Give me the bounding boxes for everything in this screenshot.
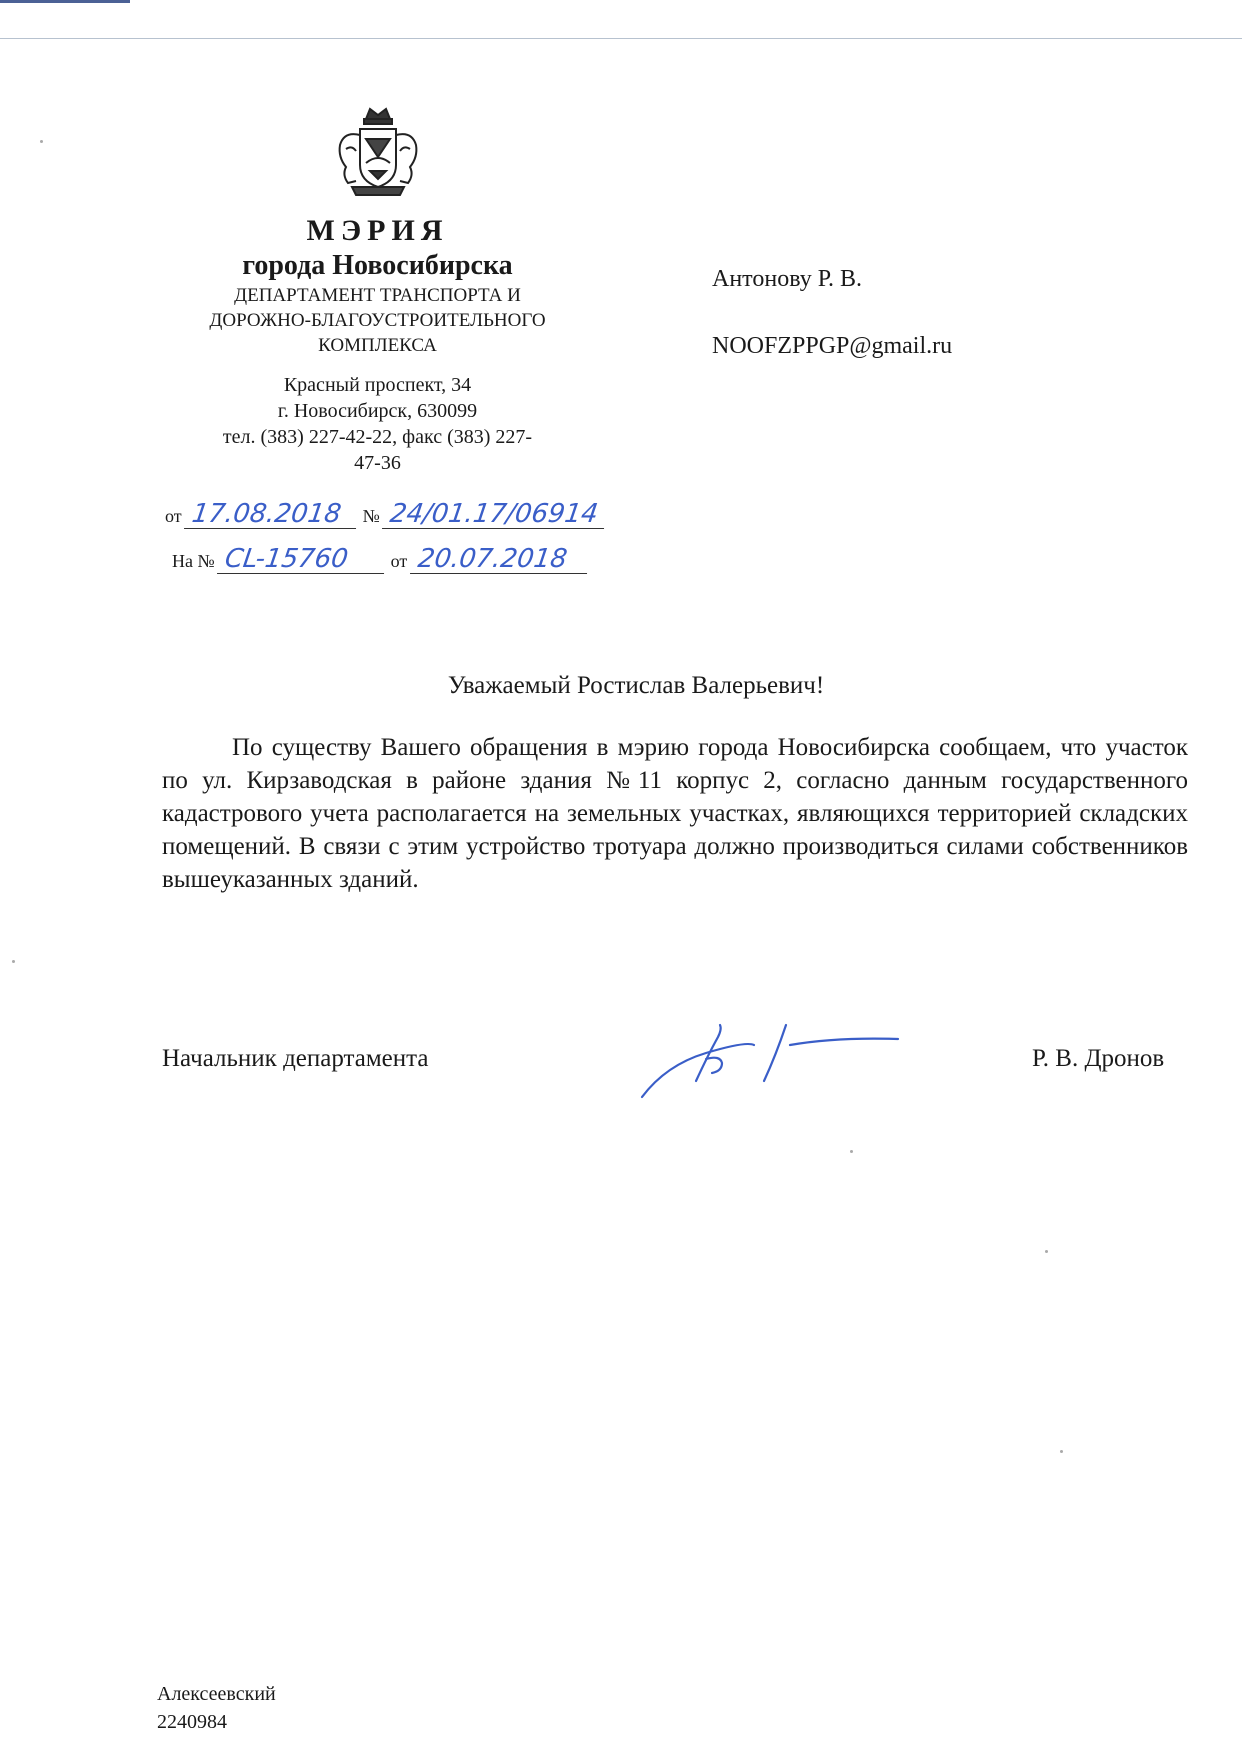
scan-speck [12,960,15,963]
ref-number: CL-15760 [217,545,388,574]
scan-speck [1045,1250,1048,1253]
ref-date-label: от [390,551,408,571]
address-line-4: 47-36 [354,452,401,474]
outgoing-registration [165,500,606,529]
signatory-name: Р. В. Дронов [1032,1045,1165,1072]
handwritten-signature [636,1015,906,1105]
address-line-2: г. Новосибирск, 630099 [277,400,478,422]
ref-date: 20.07.2018 [410,545,591,574]
number-label: № [362,506,380,526]
executor-info [157,1680,276,1736]
org-city: города Новосибирска [242,250,513,281]
ref-label: На № [172,551,215,571]
coat-of-arms-icon [326,105,430,205]
incoming-reference [172,545,589,574]
address-line-3: тел. (383) 227-42-22, факс (383) 227- [222,426,533,448]
date-label: от [165,506,182,526]
department-line-2: ДОРОЖНО-БЛАГОУСТРОИТЕЛЬНОГО [209,310,546,331]
org-address [150,372,605,476]
org-title: МЭРИЯ [306,214,449,247]
address-line-1: Красный проспект, 34 [283,374,472,396]
scan-speck [1060,1450,1063,1453]
letter-body: По существу Вашего обращения в мэрию города Новосибирска сообщаем, что участок по ул. Кирзаводская в районе здания №11 корпус 2, согласно данным государственного кадастрового учета располагается на земельных участках, являющихся территорией складских помещений. В связи с этим устройство тротуара должно производиться силами собственников вышеуказанных зданий. [162,734,1188,893]
outgoing-date: 17.08.2018 [184,500,360,529]
salutation: Уважаемый Ростислав Валерьевич! [447,672,825,699]
department-line-3: КОМПЛЕКСА [318,335,437,356]
letterhead [150,105,605,476]
executor-phone: 2240984 [157,1711,227,1733]
recipient-name: Антонову Р. В. [712,266,863,292]
scan-speck [40,140,43,143]
recipient-email: NOOFZPPGP@gmail.ru [712,333,953,359]
scan-edge-mark [0,0,130,3]
outgoing-number: 24/01.17/06914 [382,500,608,529]
executor-name: Алексеевский [157,1683,276,1705]
scan-speck [850,1150,853,1153]
scan-top-line [0,38,1242,39]
signatory-title: Начальник департамента [162,1045,429,1072]
department-line-1: ДЕПАРТАМЕНТ ТРАНСПОРТА И [234,285,521,306]
